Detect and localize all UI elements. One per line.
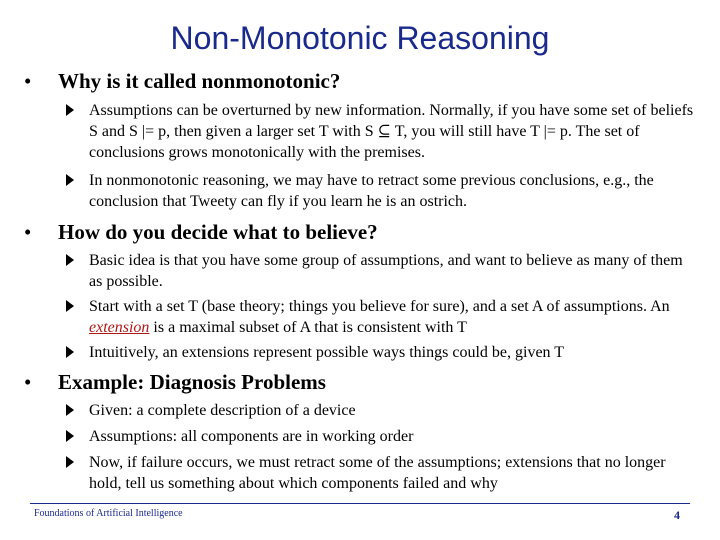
list-item-text-part: is a maximal subset of A that is consistent with T (149, 319, 467, 336)
list-item (66, 452, 696, 494)
footer-divider (30, 503, 690, 504)
bullet-dot-icon: • (24, 370, 32, 394)
list-item (66, 426, 696, 447)
list-item-text: Basic idea is that you have some group of assumptions, and want to believe as many of them as possible. (89, 252, 683, 290)
triangle-bullet-icon (66, 174, 74, 186)
bullet-dot-icon: • (24, 69, 32, 93)
footer-course-title: Foundations of Artificial Intelligence (34, 508, 183, 519)
triangle-bullet-icon (66, 404, 74, 416)
list-item-text: Assumptions can be overturned by new information. Normally, if you have some set of beliefs S and S |= p, then given a larger set T with S ⊆ T, you will still have T |= p. The set of conclusions grows monotonically with the premises. (89, 102, 694, 161)
extension-term: extension (89, 319, 150, 336)
list-item-text: In nonmonotonic reasoning, we may have to retract some previous conclusions, e.g., the conclusion that Tweety can fly if you learn he is an ostrich. (89, 172, 654, 210)
slide-title: Non-Monotonic Reasoning (170, 20, 550, 56)
list-item-text: Now, if failure occurs, we must retract some of the assumptions; extensions that no longer hold, tell us something about which components failed and why (89, 454, 666, 492)
triangle-bullet-icon (66, 104, 74, 116)
section-heading-label: Example: Diagnosis Problems (58, 370, 326, 394)
list-item (66, 400, 696, 421)
list-item (66, 250, 696, 292)
list-item-text (89, 296, 694, 338)
triangle-bullet-icon (66, 300, 74, 312)
section-heading-label: Why is it called nonmonotonic? (58, 69, 341, 93)
triangle-bullet-icon (66, 346, 74, 358)
list-item-text: Given: a complete description of a device (89, 402, 356, 419)
triangle-bullet-icon (66, 430, 74, 442)
list-item (66, 296, 696, 338)
list-item (66, 342, 696, 363)
bullet-dot-icon: • (24, 220, 32, 244)
page-number: 4 (674, 508, 680, 522)
triangle-bullet-icon (66, 456, 74, 468)
triangle-bullet-icon (66, 254, 74, 266)
list-item-text-part: Start with a set T (base theory; things you believe for sure), and a set A of assumptions. An (89, 298, 670, 315)
list-item (66, 100, 696, 163)
list-item (66, 170, 696, 212)
list-item-text: Intuitively, an extensions represent possible ways things could be, given T (89, 344, 565, 361)
list-item-text: Assumptions: all components are in working order (89, 428, 414, 445)
section-heading-label: How do you decide what to believe? (58, 220, 378, 244)
